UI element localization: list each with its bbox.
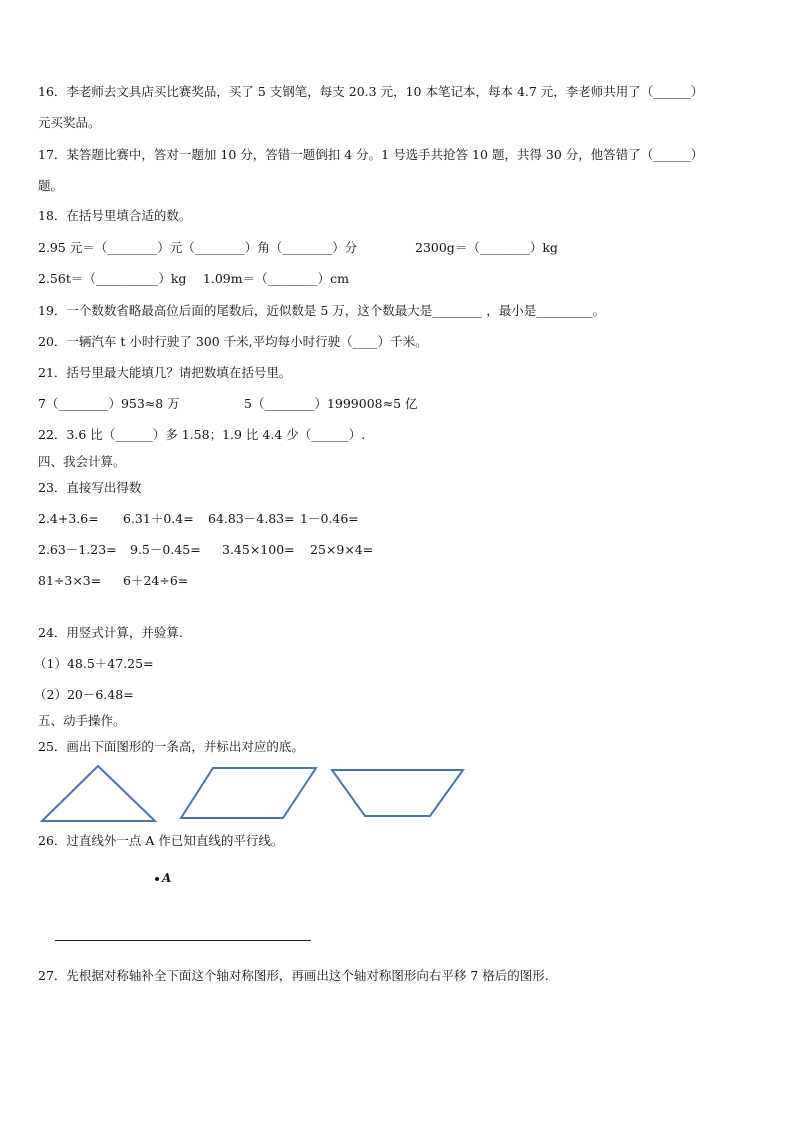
- calc-item: 2.4+3.6=: [38, 511, 99, 526]
- q17-line2: 题。: [38, 178, 64, 193]
- calc-item: 1－0.46=: [300, 511, 359, 526]
- q23-title: 23．直接写出得数: [38, 480, 142, 495]
- q21-title: 21．括号里最大能填几？请把数填在括号里。: [38, 365, 292, 380]
- q27-text: 27．先根据对称轴补全下面这个轴对称图形，再画出这个轴对称图形向右平移 7 格后的图形.: [38, 968, 549, 983]
- calc-item: 6.31＋0.4=: [123, 511, 194, 526]
- q21-b: 5（________）1999008≈5 亿: [244, 396, 418, 411]
- q25-figures: [0, 760, 794, 830]
- given-line: [55, 940, 311, 941]
- calc-item: 64.83－4.83=: [208, 511, 295, 526]
- q21-a: 7（________）953≈8 万: [38, 396, 180, 411]
- q18-row2: 2.56t＝（__________）kg 1.09m＝（________）cm: [38, 271, 349, 286]
- point-a-label: A: [162, 871, 172, 885]
- trapezoid-shape: [332, 770, 463, 816]
- q16-line2: 元买奖品。: [38, 115, 101, 130]
- calc-item: 81÷3×3=: [38, 573, 102, 588]
- q18-row1b: 2300g＝（________）kg: [415, 240, 558, 255]
- q26-title: 26．过直线外一点 A 作已知直线的平行线。: [38, 833, 284, 848]
- q24-part-2: （2）20－6.48=: [34, 687, 134, 702]
- calc-item: 2.63－1.23=: [38, 542, 117, 557]
- section-4-heading: 四、我会计算。: [38, 454, 126, 469]
- section-5-heading: 五、动手操作。: [38, 713, 126, 728]
- q20-text: 20．一辆汽车 t 小时行驶了 300 千米,平均每小时行驶（____）千米。: [38, 334, 428, 349]
- calc-item: 25×9×4=: [310, 542, 374, 557]
- q25-text: 25．画出下面图形的一条高，并标出对应的底。: [38, 739, 304, 754]
- point-a-dot: [155, 877, 159, 881]
- q24-title: 24．用竖式计算，并验算.: [38, 625, 183, 640]
- calc-item: 9.5－0.45=: [130, 542, 201, 557]
- calc-item: 3.45×100=: [222, 542, 295, 557]
- q18-row1a: 2.95 元＝（________）元（________）角（________）分: [38, 240, 358, 255]
- calc-item: 6＋24÷6=: [123, 573, 189, 588]
- q16-line1: 16．李老师去文具店买比赛奖品，买了 5 支钢笔，每支 20.3 元，10 本笔记本，每本 4.7 元，李老师共用了（______）: [38, 84, 704, 99]
- triangle-shape: [42, 766, 155, 821]
- q19-text: 19．一个数数省略最高位后面的尾数后，近似数是 5 万，这个数最大是________ ，最小是_________。: [38, 303, 606, 318]
- q24-part-1: （1）48.5＋47.25=: [34, 656, 154, 671]
- q22-text: 22．3.6 比（______）多 1.58；1.9 比 4.4 少（______）.: [38, 427, 366, 442]
- q18-title: 18．在括号里填合适的数。: [38, 208, 192, 223]
- parallelogram-shape: [181, 768, 316, 818]
- q17-line1: 17．某答题比赛中，答对一题加 10 分，答错一题倒扣 4 分。1 号选手共抢答 10 题，共得 30 分，他答错了（______）: [38, 147, 704, 162]
